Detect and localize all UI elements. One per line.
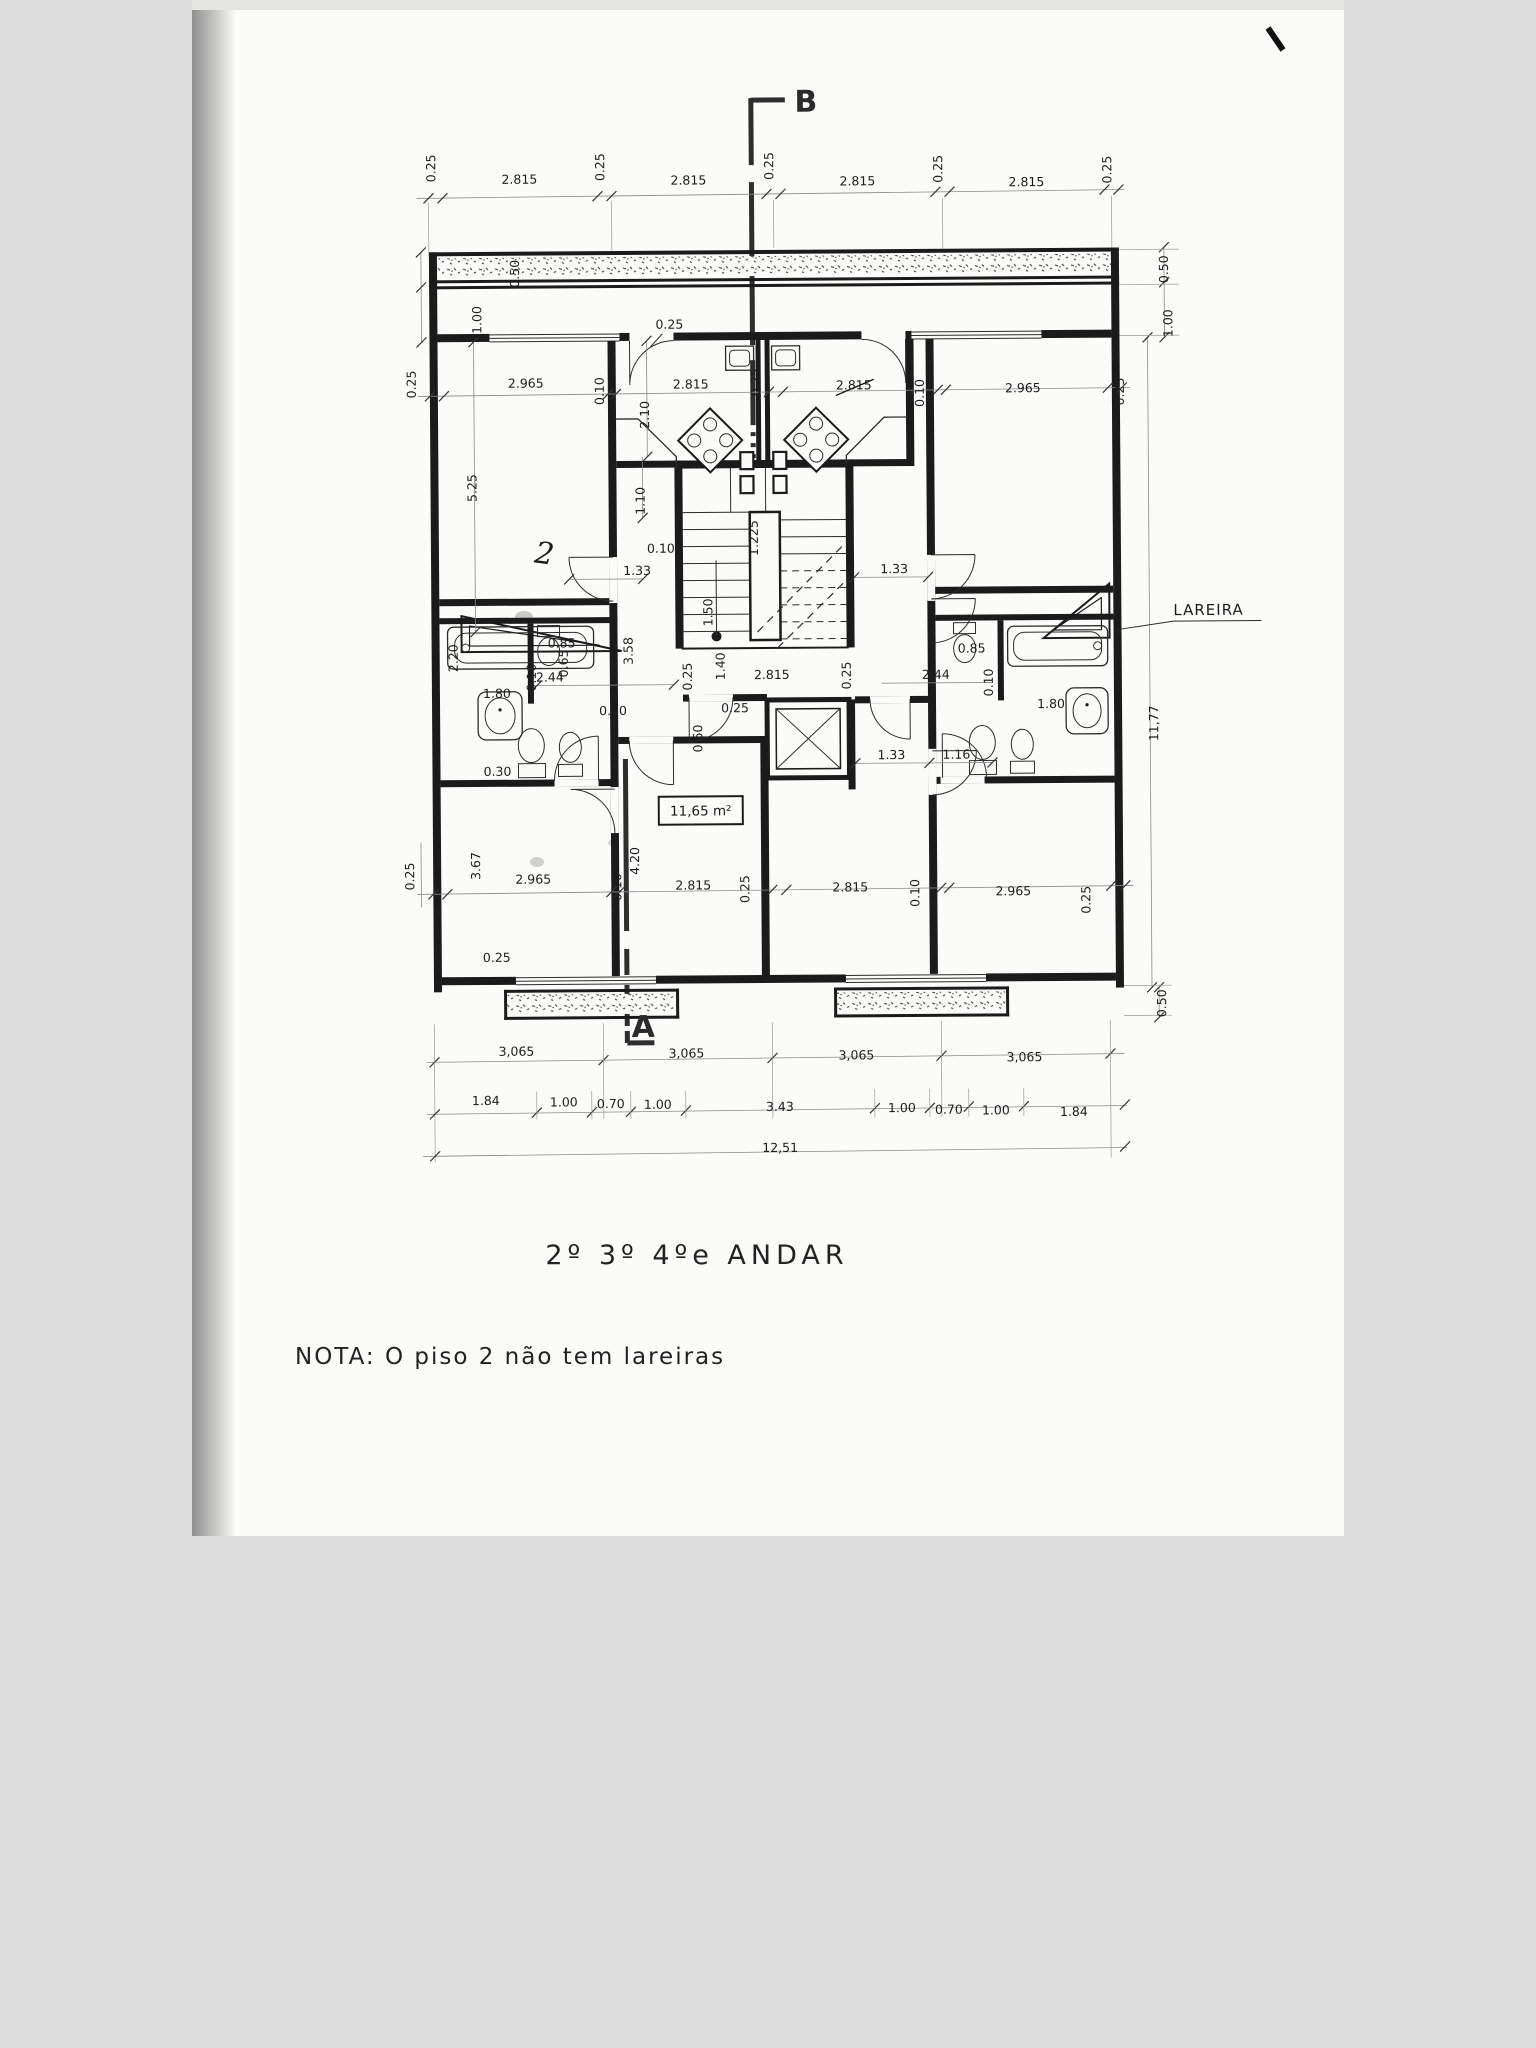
dim-label: 2.44 <box>535 669 564 685</box>
dim-label: 0.50 <box>1154 989 1170 1018</box>
dim-label: 0.25 <box>1099 155 1115 184</box>
dim-label: 1.00 <box>887 1099 916 1116</box>
scanned-floor-plan-page <box>192 0 1344 1536</box>
scan-top-band <box>192 0 1344 10</box>
dim-label: 0.25 <box>592 153 608 182</box>
dim-label: 11,77 <box>1146 705 1162 742</box>
plan <box>397 82 1265 1163</box>
washbasin-icon <box>1066 688 1108 734</box>
dim-label: 3.58 <box>620 637 636 665</box>
dim-label: 0.70 <box>596 1096 625 1112</box>
section-label-b: B <box>794 84 818 120</box>
smudge <box>530 857 544 867</box>
dim-label: 1.00 <box>981 1102 1010 1118</box>
dim-label: 1.50 <box>700 598 716 627</box>
dim-label: 1.00 <box>643 1096 672 1112</box>
dim-label: 0.10 <box>980 668 996 697</box>
dim-label: 3,065 <box>838 1047 875 1063</box>
dim-label: 1.00 <box>469 306 485 334</box>
dim-label: 0.70 <box>934 1101 963 1117</box>
dim-label: 0.25 <box>761 152 777 180</box>
dim-label: 4.20 <box>627 846 643 875</box>
dim-label: 3,065 <box>1006 1049 1043 1065</box>
bidet-icon <box>1010 729 1034 773</box>
toilet-icon <box>518 729 545 778</box>
bathtub-icon <box>1007 626 1107 667</box>
dim-label: 2.965 <box>507 375 544 391</box>
dim-label: 2.965 <box>1004 380 1041 396</box>
window-bottom-right <box>846 972 986 983</box>
dim-label: 3,065 <box>498 1043 535 1059</box>
dim-label: 0.25 <box>721 700 750 716</box>
dim-label: 0.50 <box>506 259 523 288</box>
dim-label: 3,065 <box>668 1045 705 1061</box>
kitchen-right <box>772 345 907 493</box>
window-top-left <box>489 332 619 343</box>
dim-label: 2.815 <box>501 171 538 187</box>
dim-label: 0.10 <box>591 377 607 406</box>
dim-label: 1.00 <box>549 1094 578 1110</box>
dim-label: 0.10 <box>646 540 675 556</box>
floor-plan-drawing <box>192 0 1344 1536</box>
dim-label: 0.85 <box>957 640 986 656</box>
dim-label: 2.44 <box>921 666 950 682</box>
dim-label: 1.80 <box>1037 695 1066 712</box>
dim-label: 5.25 <box>464 474 480 503</box>
dim-label: 0.10 <box>907 879 923 907</box>
scan-corner-mark <box>1268 28 1283 50</box>
dim-label: 0.25 <box>655 316 684 332</box>
dim-label: 1.33 <box>880 561 909 577</box>
dim-label: 1.10 <box>632 486 648 515</box>
balcony-bottom-right <box>834 986 1009 1017</box>
window-bottom-left <box>516 975 656 986</box>
dim-label: 2.965 <box>995 883 1032 899</box>
dim-label: 0.25 <box>402 862 418 891</box>
dim-label: 2.815 <box>675 877 712 893</box>
dim-label: 2.965 <box>515 871 552 887</box>
dim-label: 2.10 <box>636 400 653 429</box>
dim-label: 0.25 <box>482 949 511 965</box>
dim-label: 2.815 <box>1008 174 1045 190</box>
dim-label: 2.815 <box>670 172 707 188</box>
dim-label: 0.25 <box>1078 885 1094 914</box>
scan-edge-shadow <box>192 0 236 1536</box>
dim-label: 1.84 <box>1059 1103 1088 1119</box>
elevator-shaft <box>767 699 850 778</box>
dim-label: 0.50 <box>1155 255 1172 284</box>
drawing-title: 2º 3º 4ºe ANDAR <box>545 1240 849 1271</box>
sink-icon <box>772 346 800 370</box>
dim-label: 0.25 <box>737 875 753 904</box>
dim-label: 0.10 <box>911 378 927 407</box>
dim-label: 3.43 <box>765 1098 794 1115</box>
dim-label: 1.40 <box>712 652 728 681</box>
dim-label: 0.10 <box>599 702 628 719</box>
dim-label: 2.815 <box>839 173 876 189</box>
handwritten-mark: 2 <box>532 535 557 573</box>
dim-label: 0.25 <box>747 368 763 397</box>
dim-label: 1.33 <box>623 562 652 579</box>
dim-label: 1.225 <box>745 520 761 557</box>
dim-label: 0.30 <box>483 763 512 779</box>
dim-label: 0.25 <box>423 154 439 183</box>
dim-label: 1.00 <box>1160 309 1176 338</box>
bidet-icon <box>558 732 582 776</box>
sink-icon <box>726 346 754 370</box>
lareira-label: LAREIRA <box>1173 600 1244 620</box>
dim-label: 0.10 <box>523 663 539 692</box>
dim-label: 2.815 <box>835 377 872 393</box>
dim-label: 2.20 <box>445 644 461 673</box>
dim-label: 0.60 <box>690 724 706 753</box>
dim-label: 0.10 <box>609 873 625 902</box>
dim-label: 1.80 <box>482 685 511 701</box>
dim-label: 0.25 <box>1111 377 1127 406</box>
window-top-right <box>911 329 1041 340</box>
dim-label: 0.25 <box>838 661 854 690</box>
dim-label: 3.67 <box>468 852 484 881</box>
dim-label: 0.25 <box>930 154 946 183</box>
section-label-a: A <box>631 1009 656 1045</box>
dim-label: 2.815 <box>753 666 790 683</box>
dim-label: 1.16 <box>942 746 971 762</box>
dim-label: 0.65 <box>555 649 571 678</box>
dim-label: 2.815 <box>832 879 869 895</box>
dim-label: 1.84 <box>471 1092 500 1109</box>
dim-label: 0.25 <box>679 662 695 691</box>
dim-label: 0.85 <box>547 635 576 651</box>
dim-label: 12,51 <box>762 1139 799 1156</box>
dim-label: 0.25 <box>403 370 419 399</box>
dim-label: 2.815 <box>672 376 709 392</box>
room-area-label: 11,65 m² <box>669 803 732 820</box>
drawing-note: NOTA: O piso 2 não tem lareiras <box>295 1344 726 1370</box>
lareira-leader <box>1117 621 1261 630</box>
dim-label: 1.33 <box>877 747 906 763</box>
